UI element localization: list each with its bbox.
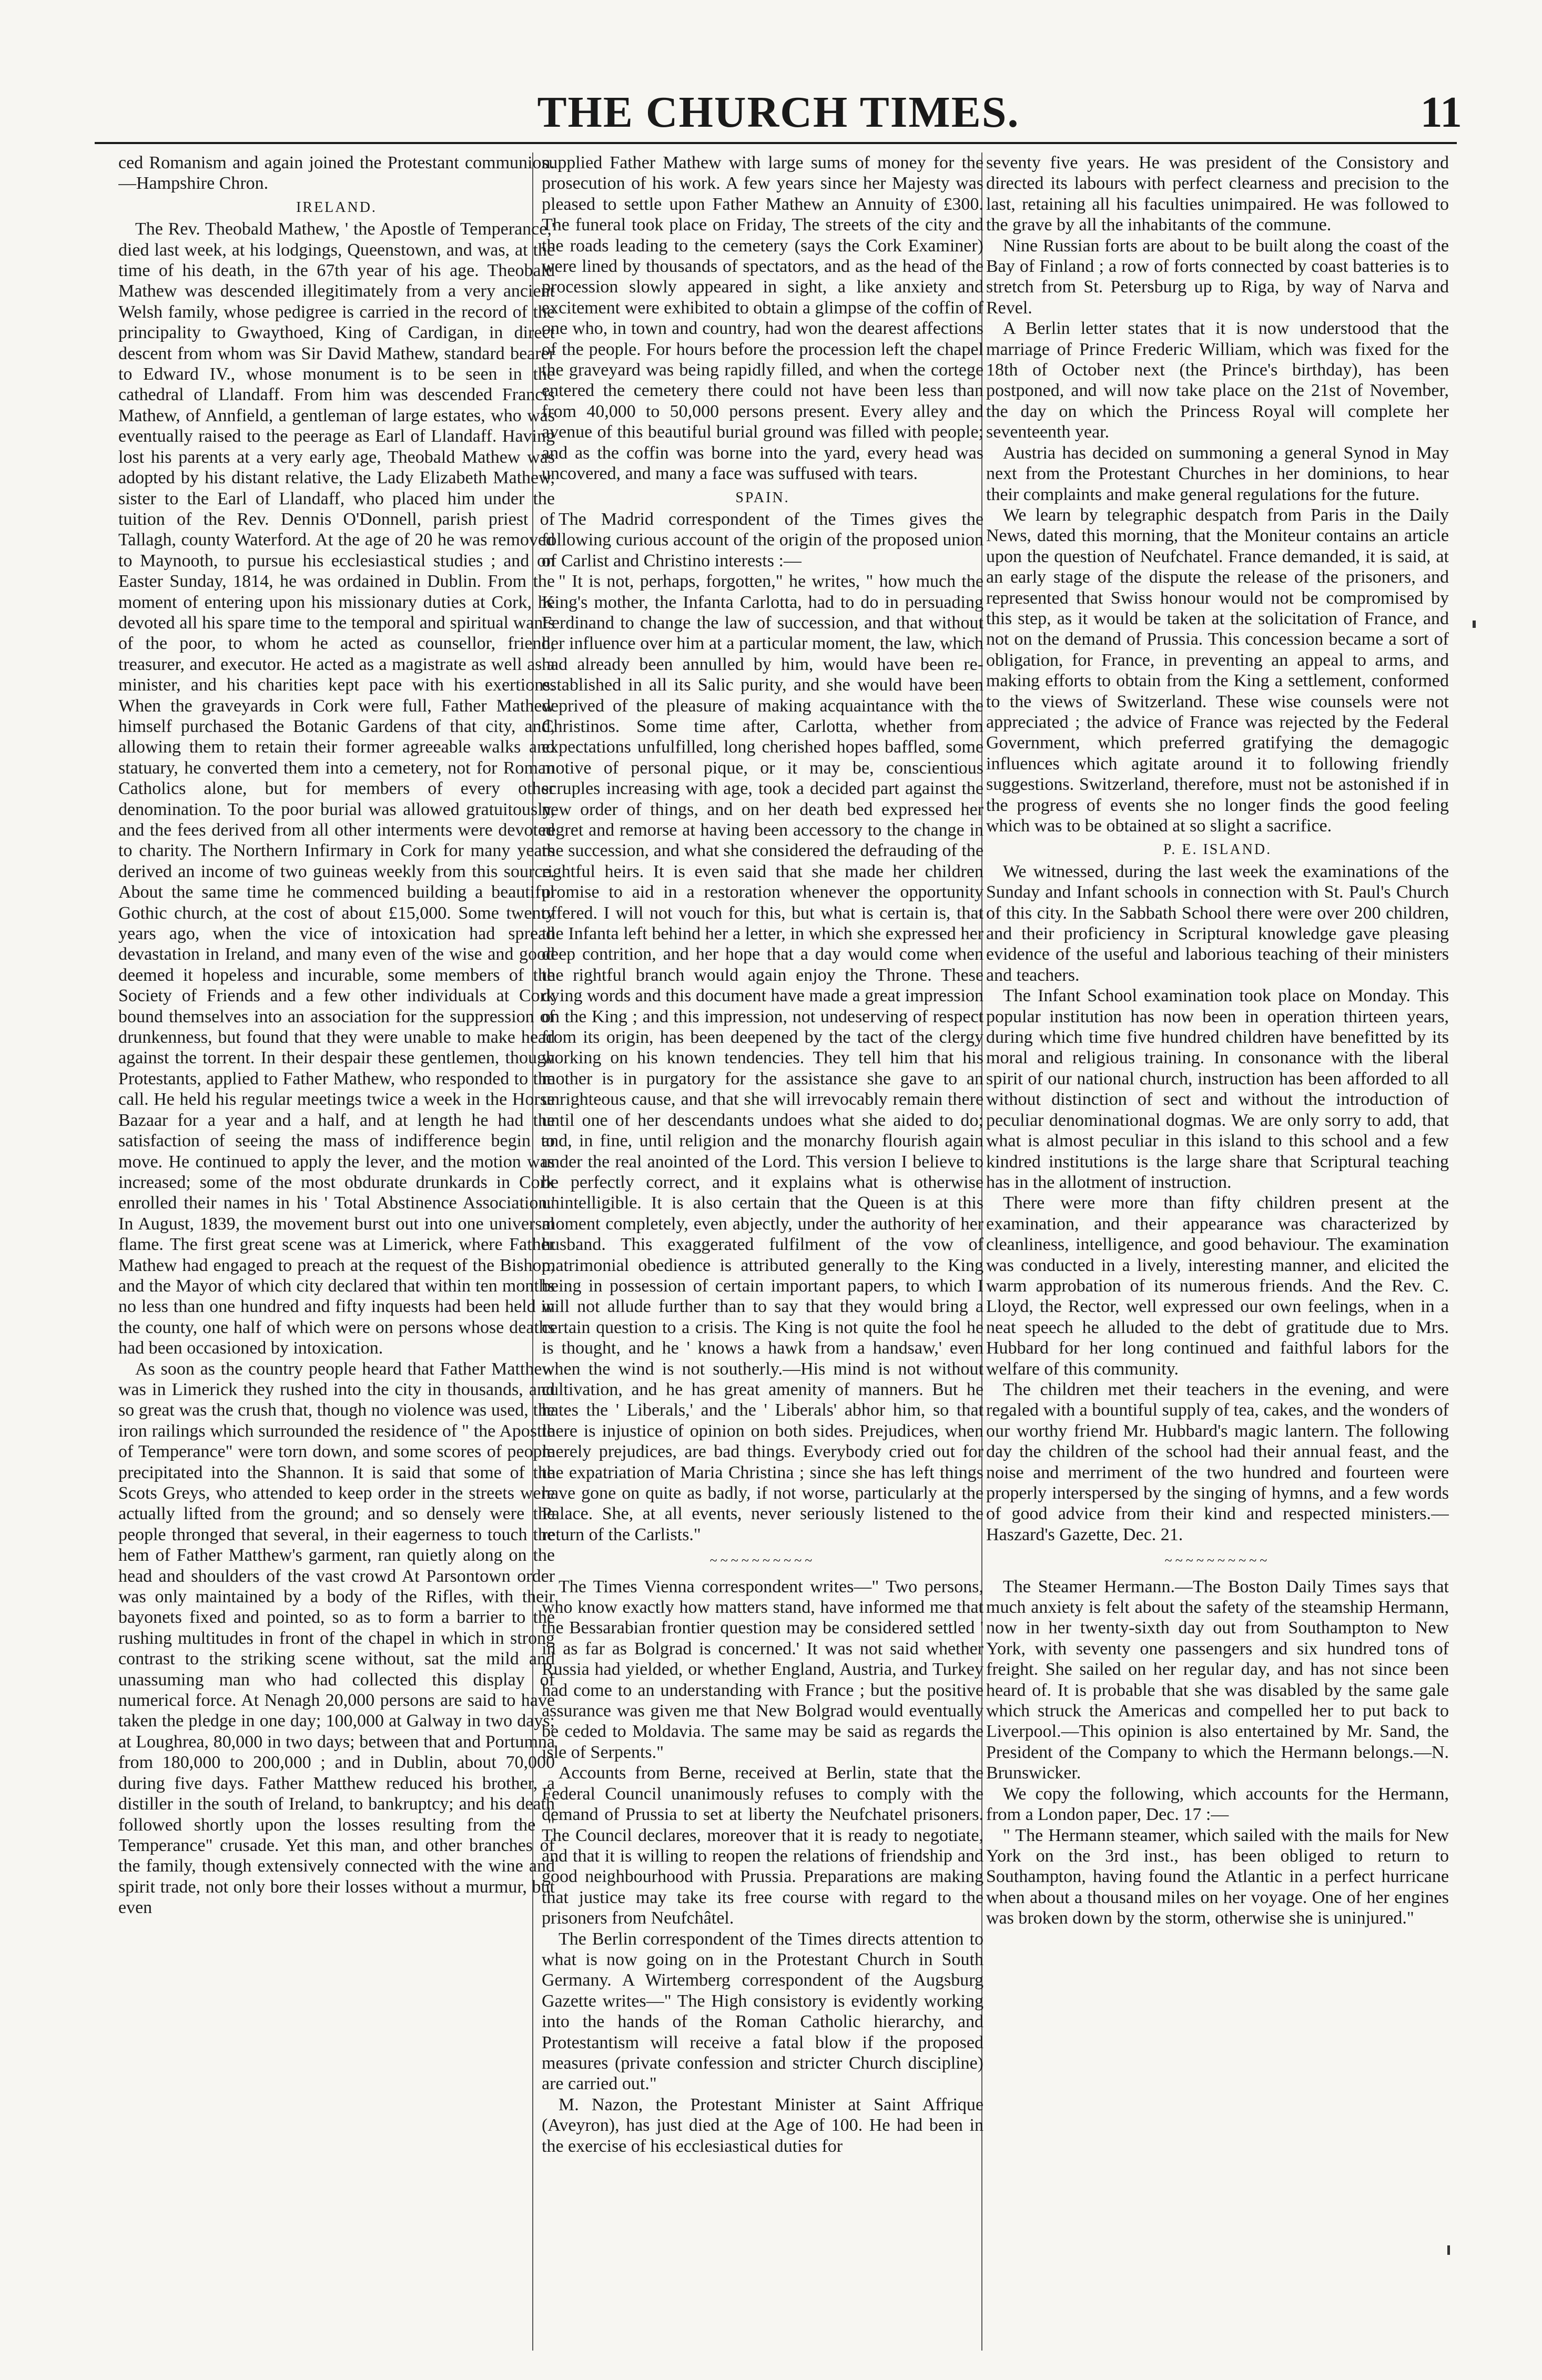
article-paragraph: As soon as the country people heard that Father Matthew was in Limerick they rushed into the city in thousands, and so great was the crush that, though no violence was used, the iron railings which surrounded the residence of " the Apostle of Temperance" were torn down, and some scores of people precipitated into the Shannon. It is said that some of the Scots Greys, who attended to keep order in the streets were actually lifted from the ground; and so densely were the people thronged that several, in their eagerness to touch the hem of Father Matthew's garment, ran quietly along on the head and shoulders of the vast crowd At Parsontown order was only maintained by a body of the Rifles, with their bayonets fixed and pointed, so as to form a barrier to the rushing multitudes in front of the chapel in which in strong contrast to the striking scene without, sat the mild and unassuming man who had collected this display of numerical force. At Nenagh 20,000 persons are said to have taken the pledge in one day; 100,000 at Galway in two days; at Loughrea, 80,000 in two days; between that and Portumna from 180,000 to 200,000 ; and in Dublin, about 70,000 during five days. Father Matthew reduced his brother, a distiller in the south of Ireland, to bankruptcy; and his death followed shortly upon the losses resulting from the " Temperance" crusade. Yet this man, and other branches of the family, though extensively connected with the wine and spirit trade, not only bore their losses without a murmur, but even	[118, 1359, 555, 1918]
page-header	[95, 87, 1462, 145]
article-paragraph: A Berlin letter states that it is now understood that the marriage of Prince Frederic William, which was fixed for the 18th of October next (the Prince's birthday), has been postponed, and will now take place on the 21st of November, the day on which the Princess Royal will complete her seventeenth year.	[986, 319, 1449, 442]
header-rule	[95, 142, 1457, 144]
article-paragraph: Accounts from Berne, received at Berlin, state that the Federal Council unanimously refuses to comply with the demand of Prussia to set at liberty the Neufchatel prisoners. The Council declares, moreover that it is ready to negotiate, and that it is willing to reopen the relations of friendship and good neighbourhood with Prussia. Preparations are making that justice may take its free course with regard to the prisoners from Neufchâtel.	[542, 1763, 983, 1928]
article-paragraph: M. Nazon, the Protestant Minister at Saint Affrique (Aveyron), has just died at the Age of 100. He had been in the exercise of his ecclesiastical duties for	[542, 2094, 983, 2156]
article-paragraph: Austria has decided on summoning a general Synod in May next from the Protestant Churches in her dominions, to hear their complaints and make general regulations for the future.	[986, 443, 1449, 504]
article-paragraph: We witnessed, during the last week the examinations of the Sunday and Infant schools in connection with St. Paul's Church of this city. In the Sabbath School there were over 200 children, and their proficiency in Scriptural knowledge gave pleasing evidence of the useful and laborious teaching of their ministers and teachers.	[986, 861, 1449, 985]
section-heading-spain: SPAIN.	[735, 489, 790, 506]
article-paragraph: " It is not, perhaps, forgotten," he writes, " how much the King's mother, the Infanta Carlotta, had to do in persuading Ferdinand to change the law of succession, and that without her influence over him at a particular moment, the law, which had already been annulled by him, would have been re-established in all its Salic purity, and she would have been deprived of the pleasure of making acquaintance with the Christinos. Some time after, Carlotta, whether from expectations unfulfilled, long cherished hopes baffled, some motive of personal pique, or it may be, conscientious scruples increasing with age, took a decided part against the new order of things, and on her death bed expressed her regret and remorse at having been accessory to the change in the succession, and what she considered the defrauding of the rightful heirs. It is even said that she made her children promise to aid in a restoration whenever the opportunity offered. I will not vouch for this, but what is certain is, that the Infanta left behind her a letter, in which she expressed her deep contrition, and her hope that a day would come when the rightful branch would again enjoy the Throne. These dying words and this document have made a great impression on the King ; and this impression, not undeserving of respect from its origin, has been deepened by the tact of the clergy working on his known tendencies. They tell him that his mother is in purgatory for the assistance she gave to an unrighteous cause, and that she will irrevocably remain there until one of her descendants undoes what she aided to do; and, in fine, until religion and the monarchy flourish again under the real anointed of the Lord. This version I believe to be perfectly correct, and it explains what is otherwise unintelligible. It is also certain that the Queen is at this moment completely, even abjectly, under the authority of her husband. This exaggerated fulfilment of the vow of matrimonial obedience is attributed generally to the King being in possession of certain important papers, to which I will not allude further than to say that they would bring a certain question to a crisis. The King is not quite the fool he is thought, and he ' knows a hawk from a handsaw,' even when the wind is not southerly.—His mind is not without cultivation, and he has great amenity of manners. But he hates the ' Liberals,' and the ' Liberals' abhor him, so that there is injustice of opinion on both sides. Prejudices, when merely prejudices, are bad things. Everybody cried out for the expatriation of Maria Christina ; since she has left things have gone on quite as badly, if not worse, particularly at the Palace. She, at all events, never seriously listened to the return of the Carlists."	[542, 572, 983, 1544]
article-paragraph: " The Hermann steamer, which sailed with the mails for New York on the 3rd inst., has been obliged to return to Southampton, having found the Atlantic in a perfect hurricane when about a thousand miles on her voyage. One of her engines was broken down by the storm, otherwise she is uninjured."	[986, 1825, 1449, 1928]
article-paragraph: The Infant School examination took place on Monday. This popular institution has now been in operation thirteen years, during which time five hundred children have benefitted by its moral and religious training. In consonance with the liberal spirit of our national church, instruction has been afforded to all without distinction of sect and without the introduction of peculiar denominational dogmas. We are only sorry to add, that what is almost peculiar in this island to this school and a few kindred institutions is the large share that Scriptural teaching has in the allotment of instruction.	[986, 986, 1449, 1192]
article-paragraph: The Berlin correspondent of the Times directs attention to what is now going on in the Protestant Church in South Germany. A Wirtemberg correspondent of the Augsburg Gazette writes—" The High consistory is evidently working into the hands of the Roman Catholic hierarchy, and Protestantism will receive a fatal blow if the proposed measures (private confession and stricter Church discipline) are carried out."	[542, 1929, 983, 2094]
section-heading-ireland: IRELAND.	[296, 199, 377, 216]
section-heading-pei: P. E. ISLAND.	[1163, 841, 1272, 858]
margin-mark	[1447, 2245, 1450, 2255]
article-paragraph: ced Romanism and again joined the Protestant communion.—Hampshire Chron.	[118, 153, 555, 194]
article-paragraph: We learn by telegraphic despatch from Paris in the Daily News, dated this morning, that the Moniteur contains an article upon the question of Neufchatel. France demanded, it is said, at an early stage of the dispute the release of the prisoners, and represented that Swiss honour would not be compromised by this step, as it would be taken at the solicitation of France, and not on the demand of Prussia. This concession became a sort of obligation, for France, in preventing an appeal to arms, and making efforts to obtain from the King a settlement, conformed to the views of Switzerland. These wise counsels were not appreciated ; the advice of France was rejected by the Federal Government, which preferred gratifying the demagogic influences which agitate around it to following friendly suggestions. Switzerland, therefore, must not be astonished if in the progress of events she no longer finds the good feeling which was to be obtained at so slight a sacrifice.	[986, 505, 1449, 836]
article-paragraph: supplied Father Mathew with large sums of money for the prosecution of his work. A few years since her Majesty was pleased to settle upon Father Mathew an Annuity of £300. The funeral took place on Friday, The streets of the city and the roads leading to the cemetery (says the Cork Examiner) were lined by thousands of spectators, and as the head of the procession slowly appeared in sight, a like anxiety and excitement were exhibited to obtain a glimpse of the coffin of one who, in town and country, had won the dearest affections of the people. For hours before the procession left the chapel the graveyard was being rapidly filled, and when the cortege entered the cemetery there could not have been less than from 40,000 to 50,000 persons present. Every alley and avenue of this beautiful burial ground was filled with people; and as the coffin was borne into the yard, every head was uncovered, and many a face was suffused with tears.	[542, 153, 983, 484]
ornamental-separator: ~~~~~~~~~~	[1164, 1553, 1271, 1569]
ornamental-separator: ~~~~~~~~~~	[709, 1553, 816, 1569]
article-paragraph: The children met their teachers in the evening, and were regaled with a bountiful supply of tea, cakes, and the wonders of our worthy friend Mr. Hubbard's magic lantern. The following day the children of the school had their annual feast, and the noise and merriment of the two hundred and fourteen were properly interspersed by the singing of hymns, and a few words of good advice from their kind and respected ministers.—Haszard's Gazette, Dec. 21.	[986, 1379, 1449, 1544]
column-3	[986, 152, 1449, 2351]
article-paragraph: seventy five years. He was president of the Consistory and directed its labours with perfect clearness and precision to the last, retaining all his faculties unimpaired. He was followed to the grave by all the inhabitants of the commune.	[986, 153, 1449, 235]
article-paragraph: Nine Russian forts are about to be built along the coast of the Bay of Finland ; a row of forts connected by coast batteries is to stretch from St. Petersburg up to Riga, by way of Narva and Revel.	[986, 236, 1449, 318]
masthead-title: THE CHURCH TIMES.	[537, 88, 1020, 137]
article-paragraph: The Rev. Theobald Mathew, ' the Apostle of Temperance,' died last week, at his lodgings, Queenstown, and was, at the time of his death, in the 67th year of his age. Theobald Mathew was descended illegitimately from a very ancient Welsh family, whose pedigree is carried in the record of the principality to Gwaythoed, King of Cardigan, in direct descent from whom was Sir David Mathew, standard bearer to Edward IV., whose monument is to be seen in the cathedral of Llandaff. From him was descended Francis Mathew, of Annfield, a gentleman of large estates, who was eventually raised to the peerage as Earl of Llandaff. Having lost his parents at a very early age, Theobald Mathew was adopted by his distant relative, the Lady Elizabeth Mathew, sister to the Earl of Llandaff, who placed him under the tuition of the Rev. Dennis O'Donnell, parish priest of Tallagh, county Waterford. At the age of 20 he was removed to Maynooth, to pursue his ecclesiastical studies ; and on Easter Sunday, 1814, he was ordained in Dublin. From the moment of entering upon his missionary duties at Cork, he devoted all his spare time to the temporal and spiritual wants of the poor, to whom he acted as counsellor, friend, treasurer, and executor. He acted as a magistrate as well as a minister, and his charities kept pace with his exertions. When the graveyards in Cork were full, Father Mathew himself purchased the Botanic Gardens of that city, and, allowing them to retain their former agreeable walks and statuary, he converted them into a cemetery, not for Roman Catholics alone, but for members of every other denomination. To the poor burial was allowed gratuitously, and the fees derived from all other interments were devoted to charity. The Northern Infirmary in Cork for many years derived an income of two guineas weekly from this source. About the same time he commenced building a beautiful Gothic church, at the cost of about £15,000. Some twenty years ago, when the vice of intoxication had spread devastation in Ireland, and many even of the wise and good deemed it hopeless and incurable, some members of the Society of Friends and a few other individuals at Cork bound themselves into an association for the suppression of drunkenness, but found that they were unable to make head against the torrent. In their despair these gentlemen, though Protestants, applied to Father Mathew, who responded to the call. He held his regular meetings twice a week in the Horse Bazaar for a year and a half, and at length he had the satisfaction of seeing the mass of indifference begin to move. He continued to apply the lever, and the motion was increased; some of the most obdurate drunkards in Cork enrolled their names in his ' Total Abstinence Association.' In August, 1839, the movement burst out into one universal flame. The first great scene was at Limerick, where Father Mathew had engaged to preach at the request of the Bishop, and the Mayor of which city declared that within ten months no less than one hundred and fifty inquests had been held in the county, one half of which were on persons whose deaths had been occasioned by intoxication.	[118, 219, 555, 1358]
margin-mark	[1473, 621, 1476, 628]
article-paragraph: The Times Vienna correspondent writes—" Two persons, who know exactly how matters stand, have informed me that the Bessarabian frontier question may be considered settled ' in as far as Bolgrad is concerned.' It was not said whether Russia had yielded, or whether England, Austria, and Turkey had come to an understanding with France ; but the positive assurance was given me that New Bolgrad would eventually be ceded to Moldavia. The same may be said as regards the isle of Serpents."	[542, 1577, 983, 1762]
article-paragraph: The Madrid correspondent of the Times gives the following curious account of the origin of the proposed union of Carlist and Christino interests :—	[542, 509, 983, 571]
article-paragraph: There were more than fifty children present at the examination, and their appearance was characterized by cleanliness, intelligence, and good behaviour. The examination was conducted in a lively, interesting manner, and elicited the warm approbation of its numerous friends. And the Rev. C. Lloyd, the Rector, well expressed our own feelings, when in a neat speech he alluded to the debt of gratitude due to Mrs. Hubbard for her long continued and faithful labors for the welfare of this community.	[986, 1193, 1449, 1379]
column-1	[118, 152, 555, 2351]
column-2	[542, 152, 983, 2351]
page-number: 11	[1420, 88, 1462, 137]
article-paragraph: We copy the following, which accounts for the Hermann, from a London paper, Dec. 17 :—	[986, 1784, 1449, 1825]
article-paragraph: The Steamer Hermann.—The Boston Daily Times says that much anxiety is felt about the safety of the steamship Hermann, now in her twenty-sixth day out from Southampton to New York, with seventy one passengers and six hundred tons of freight. She sailed on her regular day, and has not since been heard of. It is probable that she was disabled by the same gale which struck the Americas and compelled her to put back to Liverpool.—This opinion is also entertained by Mr. Sand, the President of the Company to which the Hermann belongs.—N. Brunswicker.	[986, 1577, 1449, 1783]
